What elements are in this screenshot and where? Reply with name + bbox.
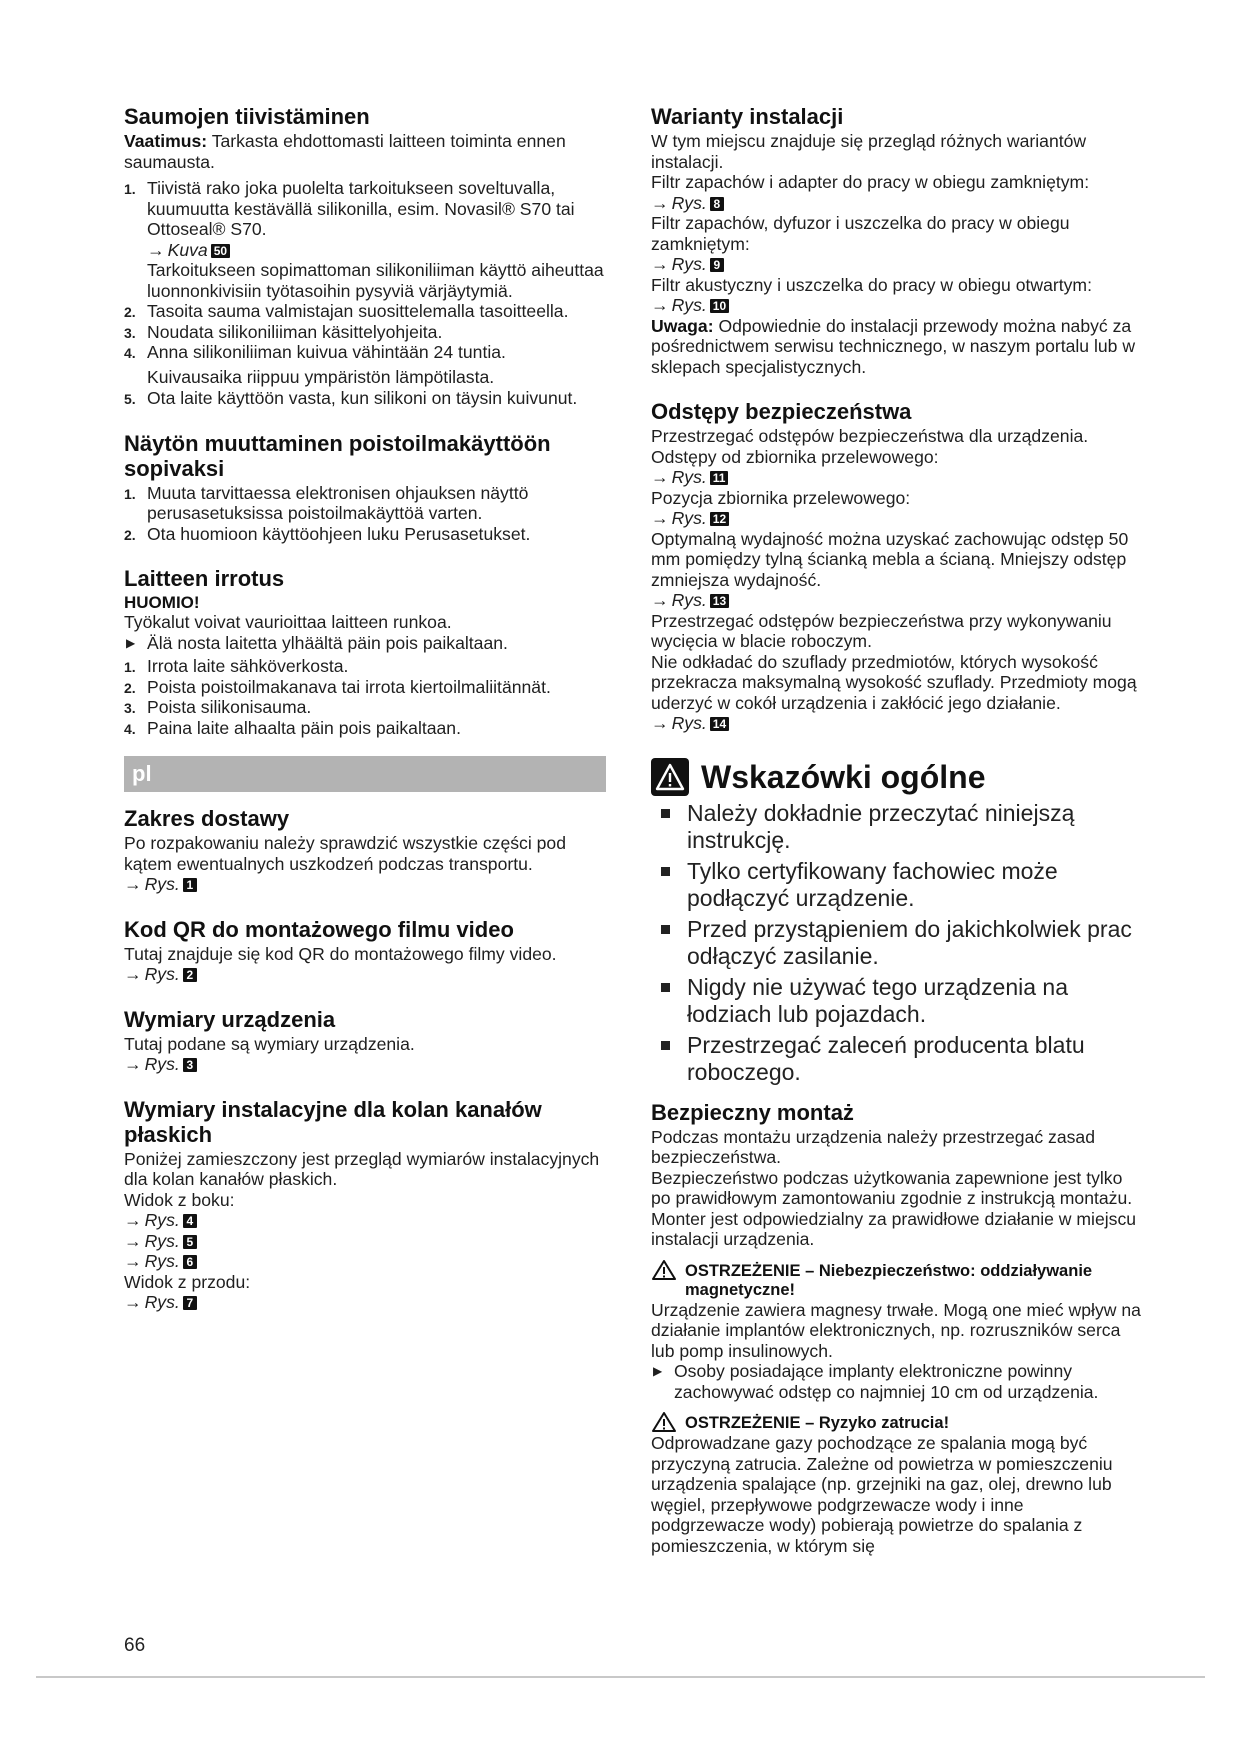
list-item (124, 322, 606, 343)
figure-badge: 5 (183, 1235, 197, 1249)
step-number: 4. (124, 720, 136, 737)
step-number: 2. (124, 679, 136, 696)
warning-text: Odprowadzane gazy pochodzące ze spalania mogą być przyczyną zatrucia. Zależne od powietrza w pomieszczeniu urządzenia spalające (np. grzejniki na gaz, olej, drewno lub węgiel, przepływowe podgrzewacze wody i inne podgrzewacze wody) pobierają powietrze do spalania z pomieszczenia, w którym się (651, 1433, 1113, 1556)
warning-bullet (651, 1361, 1141, 1402)
requirement-label: Vaatimus: (124, 131, 208, 151)
step-text: Ota huomioon käyttöohjeen luku Perusasetukset. (147, 523, 531, 544)
figure-reference (124, 1292, 606, 1313)
list-item (124, 656, 606, 677)
ref-label: Rys. (671, 508, 707, 528)
square-bullet-icon (661, 1041, 670, 1050)
heading-qr-code: Kod QR do montażowego filmu video (124, 916, 514, 942)
arrow-right-icon: → (147, 239, 165, 260)
step-note: Kuivausaika riippuu ympäristön lämpötilasta. (147, 366, 495, 387)
figure-reference (651, 590, 1141, 611)
notice-label: HUOMIO! (124, 593, 200, 612)
dimensions-text: Tutaj podane są wymiary urządzenia. (124, 1033, 415, 1054)
ref-label: Rys. (671, 590, 707, 610)
ref-label: Rys. (671, 192, 707, 213)
list-item (124, 718, 606, 739)
heading-installation-variants: Warianty instalacji (651, 104, 844, 129)
requirement-note (124, 131, 606, 172)
step-text: Muuta tarvittaessa elektronisen ohjauksen näyttö perusasetuksissa poistoilmakäyttöä varten. (147, 482, 529, 523)
list-item (651, 974, 1141, 1028)
ref-label: Rys. (144, 1251, 180, 1271)
figure-badge: 13 (710, 594, 729, 608)
square-bullet-icon (661, 983, 670, 992)
list-item-text: Nigdy nie używać tego urządzenia na łodziach lub pojazdach. (687, 973, 1069, 1027)
general-title: Wskazówki ogólne (701, 758, 986, 795)
notice-bullet (124, 633, 606, 654)
heading-safety-distances: Odstępy bezpieczeństwa (651, 399, 912, 424)
figure-badge: 4 (183, 1214, 197, 1228)
step-text: Noudata silikoniliiman käsittelyohjeita. (147, 321, 443, 342)
notice-text: Työkalut voivat vaurioittaa laitteen runkoa. (124, 612, 452, 632)
list-item (651, 858, 1141, 912)
general-header (651, 758, 1141, 796)
square-bullet-icon (661, 925, 670, 934)
ref-label: Rys. (144, 1054, 180, 1074)
figure-badge: 2 (183, 968, 197, 982)
arrow-right-icon: → (651, 590, 669, 610)
heading-delivery-scope: Zakres dostawy (124, 806, 290, 831)
arrow-right-icon: → (651, 192, 669, 213)
warning-magnetic (651, 1262, 1141, 1300)
list-item-text: Należy dokładnie przeczytać niniejszą instrukcję. (687, 799, 1075, 853)
mounting-text-1: Podczas montażu urządzenia należy przestrzegać zasad bezpieczeństwa. (651, 1126, 1095, 1167)
warning-triangle-icon (651, 1411, 677, 1433)
square-bullet-icon (661, 867, 670, 876)
list-item (124, 342, 606, 363)
list-item (651, 916, 1141, 970)
arrow-right-icon: → (124, 1251, 142, 1271)
warning-icon (651, 758, 689, 796)
language-code: pl (132, 761, 152, 786)
ref-label: Rys. (671, 254, 707, 274)
arrow-right-icon: → (651, 467, 669, 487)
arrow-right-icon: → (651, 713, 669, 733)
heading-removal: Laitteen irrotus (124, 566, 285, 591)
warning-text: Urządzenie zawiera magnesy trwałe. Mogą one mieć wpływ na działanie implantów elektronicznych, np. rozruszników serca lub pomp insulinowych. (651, 1299, 1141, 1361)
sealing-steps-cont (124, 388, 606, 409)
list-item (651, 1032, 1141, 1086)
bullet-text: Osoby posiadające implanty elektroniczne powinny zachowywać odstęp co najmniej 10 cm od urządzenia. (674, 1361, 1099, 1402)
list-item-text: Przed przystąpieniem do jakichkolwiek prac odłączyć zasilanie. (687, 915, 1132, 969)
figure-reference (651, 713, 1141, 734)
variants-note (651, 316, 1141, 378)
arrow-right-icon: → (124, 1230, 142, 1251)
ref-label: Rys. (144, 964, 180, 984)
drawer-text: Nie odkładać do szuflady przedmiotów, których wysokość przekracza maksymalną wysokość szuflady. Przedmioty mogą uderzyć w cokół urządzenia i zakłócić jego działanie. (651, 651, 1137, 713)
list-item (124, 483, 606, 524)
ref-label: Rys. (144, 874, 180, 894)
step-extra-text: Tarkoitukseen sopimattoman silikoniliiman käyttö aiheuttaa luonnonkivisiin työtasoihin pysyviä värjäytymiä. (147, 260, 604, 301)
variant-text: Filtr zapachów, dyfuzor i uszczelka do pracy w obiegu zamkniętym: (651, 213, 1070, 254)
step-number: 3. (124, 700, 136, 716)
heading-sealing: Saumojen tiivistäminen (124, 104, 370, 129)
figure-badge: 3 (183, 1058, 197, 1072)
figure-reference (124, 1054, 606, 1075)
step-number: 1. (124, 485, 136, 502)
step-text: Ota laite käyttöön vasta, kun silikoni on täysin kuivunut. (147, 388, 578, 408)
figure-badge: 10 (710, 299, 729, 313)
figure-badge: 1 (183, 878, 197, 892)
step-text: Tiivistä rako joka puolelta tarkoitukseen soveltuvalla, kuumuutta kestävällä silikonilla, esim. Novasil® S70 tai Ottoseal® S70. (147, 178, 575, 239)
step-number: 2. (124, 304, 136, 320)
warning-poisoning (651, 1414, 1141, 1433)
variants-intro: W tym miejscu znajduje się przegląd różnych wariantów instalacji. (651, 131, 1087, 172)
list-item-text: Tylko certyfikowany fachowiec może podłączyć urządzenie. (687, 857, 1058, 911)
figure-reference (651, 467, 1141, 488)
warning-title: OSTRZEŻENIE – Niebezpieczeństwo: oddziaływanie magnetyczne! (685, 1261, 1093, 1299)
delivery-text: Po rozpakowaniu należy sprawdzić wszystkie części pod kątem ewentualnych uszkodzeń podczas transportu. (124, 833, 566, 874)
step-text: Poista poistoilmakanava tai irrota kiertoilmaliitännät. (147, 676, 551, 697)
figure-reference (651, 193, 1141, 214)
ref-label: Rys. (144, 1230, 180, 1251)
general-list (651, 800, 1141, 1086)
removal-steps (124, 656, 606, 738)
list-item (124, 178, 606, 301)
figure-reference (124, 1251, 606, 1272)
variant-text: Filtr zapachów i adapter do pracy w obiegu zamkniętym: (651, 172, 1090, 192)
ref-label: Rys. (144, 1292, 180, 1312)
arrow-right-icon: → (124, 1210, 142, 1230)
installation-text: Poniżej zamieszczony jest przegląd wymiarów instalacyjnych dla kolan kanałów płaskich. (124, 1148, 600, 1189)
warning-triangle-icon (651, 1259, 677, 1281)
mounting-text-2: Bezpieczeństwo podczas użytkowania zapewnione jest tylko po prawidłowym zamontowaniu zgodnie z instrukcją montażu. Monter jest odpowiedzialny za prawidłowe działanie w miejscu instalacji urządzenia. (651, 1167, 1137, 1249)
distances-intro: Przestrzegać odstępów bezpieczeństwa dla urządzenia. (651, 426, 1089, 446)
heading-installation-dimensions: Wymiary instalacyjne dla kolan kanałów płaskich (124, 1096, 542, 1147)
list-item-text: Przestrzegać zaleceń producenta blatu roboczego. (687, 1031, 1085, 1085)
triangle-bullet-icon: ▶ (126, 635, 136, 650)
figure-badge: 50 (211, 244, 230, 258)
front-view-label: Widok z przodu: (124, 1271, 251, 1292)
figure-badge: 9 (710, 258, 724, 272)
figure-badge: 6 (183, 1255, 197, 1269)
step-text: Irrota laite sähköverkosta. (147, 656, 349, 676)
heading-display-change: Näytön muuttaminen poistoilmakäyttöön sopivaksi (124, 430, 551, 481)
ref-label: Rys. (671, 467, 707, 487)
figure-reference (147, 240, 606, 261)
sealing-steps (124, 178, 606, 363)
step-number: 4. (124, 345, 136, 361)
arrow-right-icon: → (651, 254, 669, 274)
step-text: Paina laite alhaalta päin pois paikaltaan. (147, 717, 461, 738)
qr-text: Tutaj znajduje się kod QR do montażowego filmy video. (124, 943, 557, 964)
page-number: 66 (124, 1635, 146, 1656)
optimal-text: Optymalną wydajność można uzyskać zachowując odstęp 50 mm pomiędzy tylną ścianką mebla a ścianą. Mniejszy odstęp zmniejsza wydajność. (651, 528, 1129, 590)
figure-badge: 7 (183, 1296, 197, 1310)
step-number: 1. (124, 659, 136, 675)
step-text: Anna silikoniliiman kuivua vähintään 24 tuntia. (147, 342, 506, 362)
warning-title: OSTRZEŻENIE – Ryzyko zatrucia! (685, 1414, 950, 1432)
arrow-right-icon: → (124, 1292, 142, 1312)
arrow-right-icon: → (124, 964, 142, 984)
ref-label: Rys. (671, 295, 707, 315)
arrow-right-icon: → (651, 508, 669, 528)
figure-reference (124, 964, 606, 985)
left-column (124, 104, 606, 1313)
figure-reference (124, 1210, 606, 1231)
display-steps (124, 483, 606, 545)
position-label: Pozycja zbiornika przelewowego: (651, 487, 911, 508)
arrow-right-icon: → (124, 874, 142, 894)
side-view-label: Widok z boku: (124, 1189, 235, 1210)
heading-dimensions: Wymiary urządzenia (124, 1006, 336, 1032)
square-bullet-icon (661, 809, 670, 818)
step-number: 2. (124, 526, 136, 543)
figure-badge: 14 (710, 717, 729, 731)
ref-label: Kuva (167, 239, 208, 260)
step-text: Poista silikonisauma. (147, 697, 312, 717)
triangle-bullet-icon: ▶ (653, 1364, 663, 1378)
cutout-text: Przestrzegać odstępów bezpieczeństwa przy wykonywaniu wycięcia w blacie roboczym. (651, 610, 1112, 651)
step-number: 1. (124, 181, 136, 197)
bullet-text: Älä nosta laitetta ylhäältä päin pois paikaltaan. (147, 632, 508, 653)
step-number: 5. (124, 391, 136, 407)
figure-badge: 12 (710, 512, 729, 526)
note-text: Odpowiednie do instalacji przewody można nabyć za pośrednictwem serwisu technicznego, w naszym portalu lub w sklepach specjalistycznych. (651, 315, 1136, 377)
heading-safe-mounting: Bezpieczny montaż (651, 1099, 854, 1125)
note-label: Uwaga: (651, 315, 714, 336)
arrow-right-icon: → (651, 295, 669, 315)
figure-badge: 11 (710, 471, 729, 485)
step-number: 3. (124, 324, 136, 341)
ref-label: Rys. (144, 1210, 180, 1230)
figure-reference (651, 254, 1141, 275)
list-item (124, 301, 606, 322)
language-bar (124, 756, 606, 792)
warning-triangle-icon (655, 763, 685, 791)
figure-reference (124, 874, 606, 895)
arrow-right-icon: → (124, 1054, 142, 1074)
distances-label: Odstępy od zbiornika przelewowego: (651, 446, 939, 467)
figure-reference (124, 1231, 606, 1252)
figure-reference (651, 508, 1141, 529)
ref-label: Rys. (671, 713, 707, 733)
list-item (124, 388, 606, 409)
list-item (124, 524, 606, 545)
figure-badge: 8 (710, 197, 724, 211)
step-text: Tasoita sauma valmistajan suosittelemalla tasoitteella. (147, 301, 569, 321)
footer-divider (36, 1676, 1205, 1678)
right-column (651, 104, 1141, 1556)
requirement-text: Tarkasta ehdottomasti laitteen toiminta ennen saumausta. (124, 131, 566, 172)
list-item (651, 800, 1141, 854)
variant-text: Filtr akustyczny i uszczelka do pracy w obiegu otwartym: (651, 274, 1092, 295)
list-item (124, 697, 606, 718)
figure-reference (651, 295, 1141, 316)
list-item (124, 677, 606, 698)
